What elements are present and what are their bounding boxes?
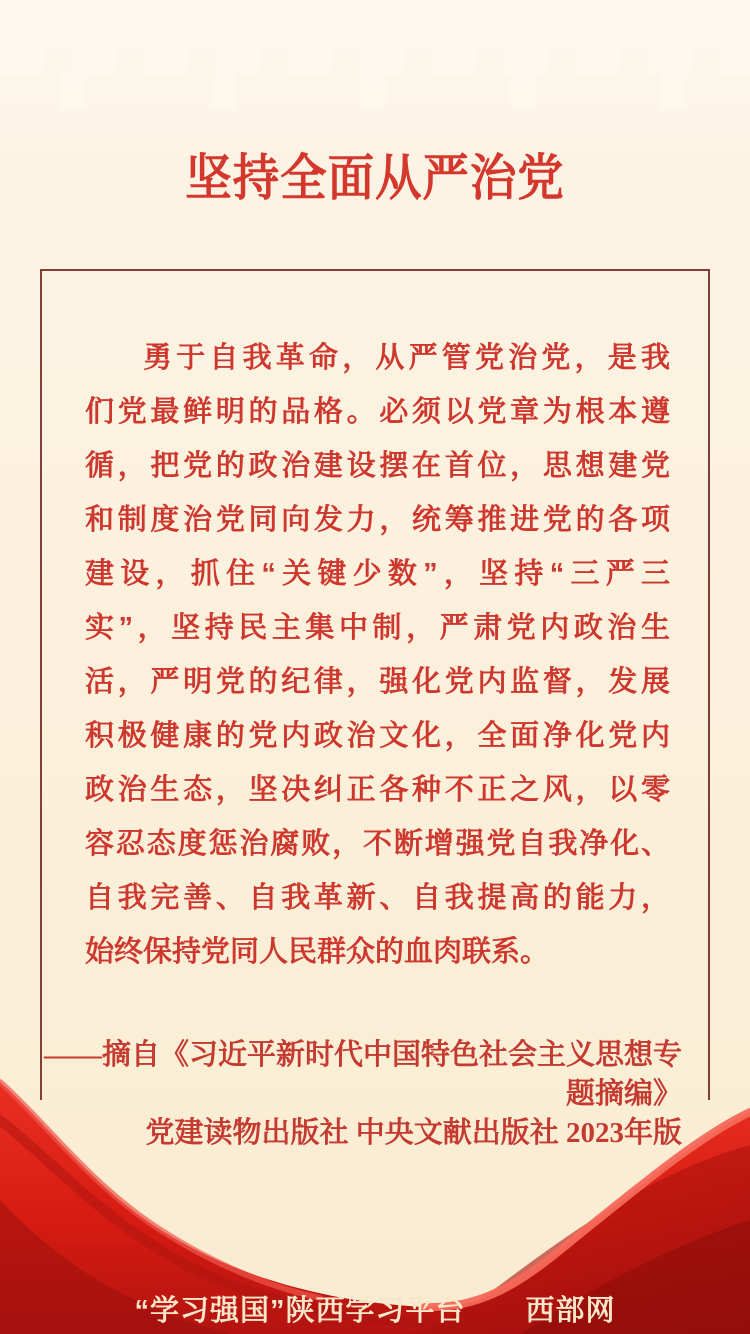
- quote-line: 容忍态度惩治腐败，不断增强党自我净化、: [85, 828, 670, 860]
- attribution-publisher-line: 党建读物出版社 中央文献出版社 2023年版: [145, 1117, 682, 1149]
- top-light-band: [0, 0, 750, 46]
- quote-line: 们党最鲜明的品格。必须以党章为根本遵: [85, 396, 670, 428]
- quote-line: 建设，抓住“关键少数”，坚持“三严三: [85, 558, 670, 590]
- quote-line: 自我完善、自我革新、自我提高的能力，: [85, 882, 670, 914]
- quote-line: 勇于自我革命，从严管党治党，是我: [143, 342, 670, 374]
- quote-line: 实”，坚持民主集中制，严肃党内政治生: [85, 612, 670, 644]
- watermark-pattern: [0, 46, 750, 74]
- quote-paragraph: [85, 331, 670, 979]
- quote-line: 循，把党的政治建设摆在首位，思想建党: [85, 450, 670, 482]
- quote-line: 政治生态，坚决纠正各种不正之风，以零: [85, 774, 670, 806]
- quote-line: 始终保持党同人民群众的血肉联系。: [85, 936, 550, 968]
- watermark-pattern-row2: [0, 74, 750, 110]
- quote-line: 活，严明党的纪律，强化党内监督，发展: [85, 666, 670, 698]
- attribution-source-line: ——摘自《习近平新时代中国特色社会主义思想专题摘编》: [43, 1039, 682, 1110]
- footer-platform-credit: “学习强国”陕西学习平台 西部网: [134, 1295, 616, 1327]
- page-title-text: 坚持全面从严治党: [185, 150, 565, 206]
- page-title: [0, 138, 750, 210]
- quote-line: 积极健康的党内政治文化，全面净化党内: [85, 720, 670, 752]
- quote-line: 和制度治党同向发力，统筹推进党的各项: [85, 504, 670, 536]
